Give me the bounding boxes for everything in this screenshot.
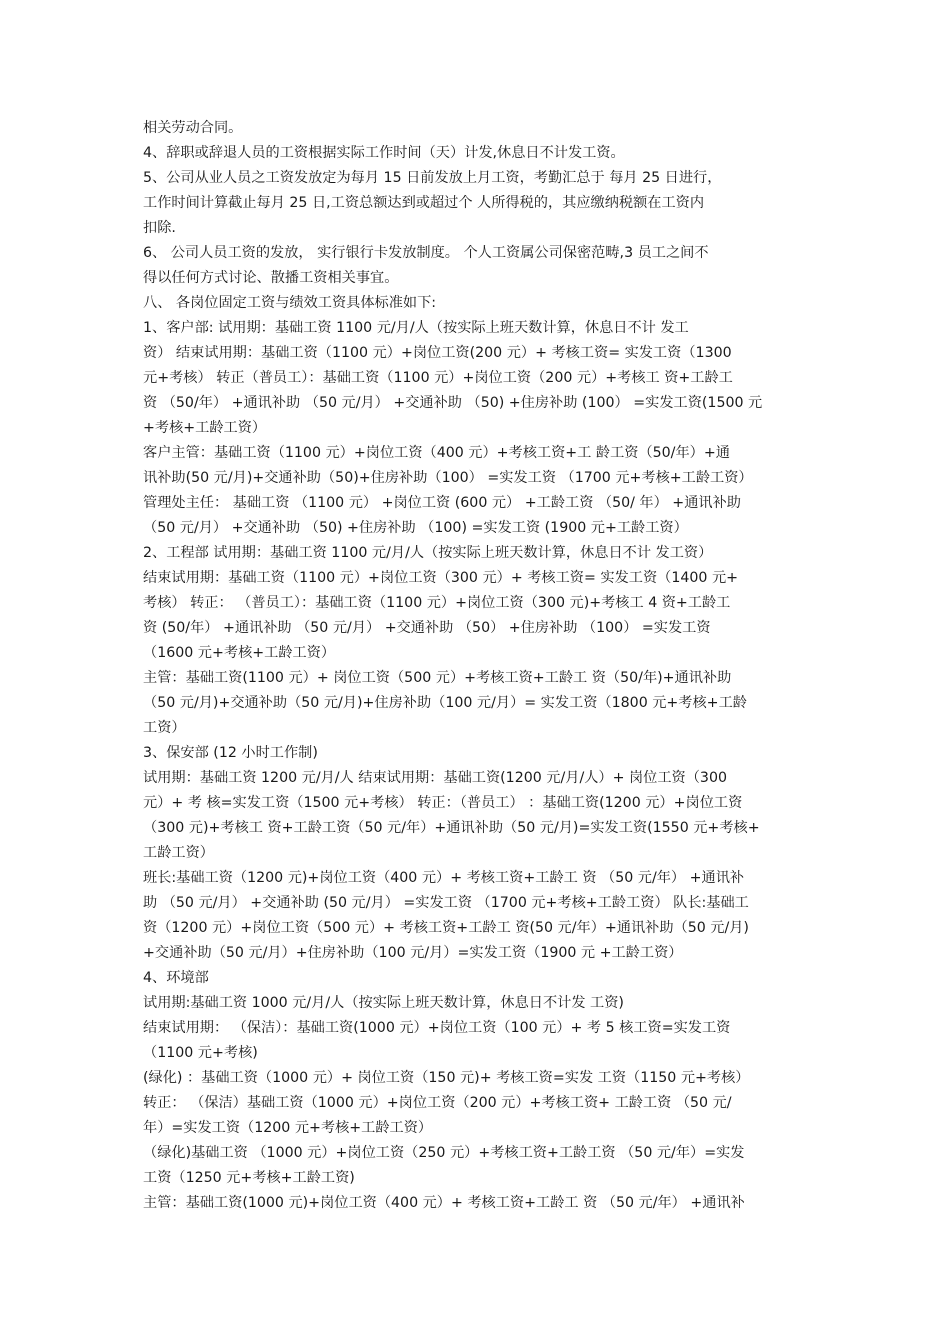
text-line: （50 元/月)+交通补助（50 元/月)+住房补助（100 元/月）= 实发工资（1800 元+考核+工龄 — [143, 695, 747, 711]
text-line: 主管：基础工资(1000 元)+岗位工资（400 元）+ 考核工资+工龄工 资 （50 元/年） +通讯补 — [143, 1195, 745, 1211]
text-line: 元）+ 考 核=实发工资（1500 元+考核） 转正：（普员工） ：基础工资(1200 元）+岗位工资 — [143, 795, 743, 811]
text-line: 管理处主任： 基础工资 （1100 元） +岗位工资 (600 元） +工龄工资 （50/ 年） +通讯补助 — [143, 495, 741, 511]
text-line: 资 （50/年） +通讯补助 （50 元/月） +交通补助 （50) +住房补助 (100） =实发工资(1500 元 — [143, 395, 763, 411]
text-line: 结束试用期： （保洁）：基础工资(1000 元）+岗位工资（100 元）+ 考 5 核工资=实发工资 — [143, 1020, 731, 1036]
text-line: 主管：基础工资(1100 元）+ 岗位工资（500 元）+考核工资+工龄工 资（50/年)+通讯补助 — [143, 670, 732, 686]
text-line: 考核） 转正： （普员工）：基础工资（1100 元）+岗位工资（300 元)+考核工 4 资+工龄工 — [143, 595, 731, 611]
text-line: (绿化) ：基础工资（1000 元）+ 岗位工资（150 元)+ 考核工资=实发 工资（1150 元+考核） — [143, 1070, 750, 1086]
text-line: 2、工程部 试用期：基础工资 1100 元/月/人（按实际上班天数计算，休息日不计 发工资） — [143, 545, 713, 561]
text-line: 得以任何方式讨论、散播工资相关事宜。 — [143, 270, 399, 286]
text-line: 工资） — [143, 720, 186, 736]
text-line: 工作时间计算截止每月 25 日,工资总额达到或超过个 人所得税的，其应缴纳税额在工资内 — [143, 195, 705, 211]
text-line: 资） 结束试用期：基础工资（1100 元）+岗位工资(200 元）+ 考核工资= 实发工资（1300 — [143, 345, 732, 361]
text-line: 资 (50/年） +通讯补助 （50 元/月） +交通补助 （50） +住房补助 （100） =实发工资 — [143, 620, 711, 636]
text-line: 5、公司从业人员之工资发放定为每月 15 日前发放上月工资，考勤汇总于 每月 25 日进行， — [143, 170, 722, 186]
text-line: 转正： （保洁）基础工资（1000 元）+岗位工资（200 元）+考核工资+ 工龄工资 （50 元/ — [143, 1095, 732, 1111]
text-line: 4、环境部 — [143, 970, 209, 986]
text-line: （绿化)基础工资 （1000 元）+岗位工资（250 元）+考核工资+工龄工资 （50 元/年）=实发 — [143, 1145, 745, 1161]
text-line: 试用期：基础工资 1200 元/月/人 结束试用期：基础工资(1200 元/月/人）+ 岗位工资（300 — [143, 770, 728, 786]
text-line: +交通补助（50 元/月）+住房补助（100 元/月）=实发工资（1900 元 +工龄工资） — [143, 945, 683, 961]
text-line: （1100 元+考核) — [143, 1045, 258, 1061]
text-line: 结束试用期：基础工资（1100 元）+岗位工资（300 元）+ 考核工资= 实发工资（1400 元+ — [143, 570, 739, 586]
text-line: 3、保安部 (12 小时工作制) — [143, 745, 318, 761]
text-line: （1600 元+考核+工龄工资） — [143, 645, 336, 661]
text-line: 工龄工资） — [143, 845, 214, 861]
text-line: 资（1200 元）+岗位工资（500 元）+ 考核工资+工龄工 资(50 元/年）+通讯补助（50 元/月) — [143, 920, 749, 936]
text-line: 助 （50 元/月） +交通补助 (50 元/月） =实发工资 （1700 元+考核+工龄工资） 队长:基础工 — [143, 895, 749, 911]
text-line: 工资（1250 元+考核+工龄工资) — [143, 1170, 355, 1186]
text-line: 客户主管：基础工资（1100 元）+岗位工资（400 元）+考核工资+工 龄工资（50/年）+通 — [143, 445, 730, 461]
text-line: 班长:基础工资（1200 元)+岗位工资（400 元）+ 考核工资+工龄工 资 （50 元/年） +通讯补 — [143, 870, 745, 886]
text-line: 元+考核） 转正（普员工）：基础工资（1100 元）+岗位工资（200 元）+考核工 资+工龄工 — [143, 370, 733, 386]
text-line: +考核+工龄工资） — [143, 420, 267, 436]
text-line: 年）=实发工资（1200 元+考核+工龄工资） — [143, 1120, 433, 1136]
text-line: 扣除. — [143, 220, 176, 236]
text-line: 相关劳动合同。 — [143, 120, 243, 136]
text-line: 4、辞职或辞退人员的工资根据实际工作时间（天）计发,休息日不计发工资。 — [143, 145, 625, 161]
text-line: 1、客户部: 试用期：基础工资 1100 元/月/人（按实际上班天数计算，休息日不计 发工 — [143, 320, 689, 336]
text-line: （300 元)+考核工 资+工龄工资（50 元/年）+通讯补助（50 元/月)=实发工资(1550 元+考核+ — [143, 820, 760, 836]
section-heading: 八、 各岗位固定工资与绩效工资具体标准如下: — [143, 295, 437, 311]
text-line: 6、 公司人员工资的发放， 实行银行卡发放制度。 个人工资属公司保密范畴,3 员工之间不 — [143, 245, 709, 261]
text-line: 试用期:基础工资 1000 元/月/人（按实际上班天数计算，休息日不计发 工资) — [143, 995, 624, 1011]
text-line: （50 元/月） +交通补助 （50) +住房补助 （100) =实发工资 (1900 元+工龄工资） — [143, 520, 688, 536]
document-body — [143, 116, 815, 1216]
text-line: 讯补助(50 元/月)+交通补助（50)+住房补助（100） =实发工资 （1700 元+考核+工龄工资） — [143, 470, 753, 486]
